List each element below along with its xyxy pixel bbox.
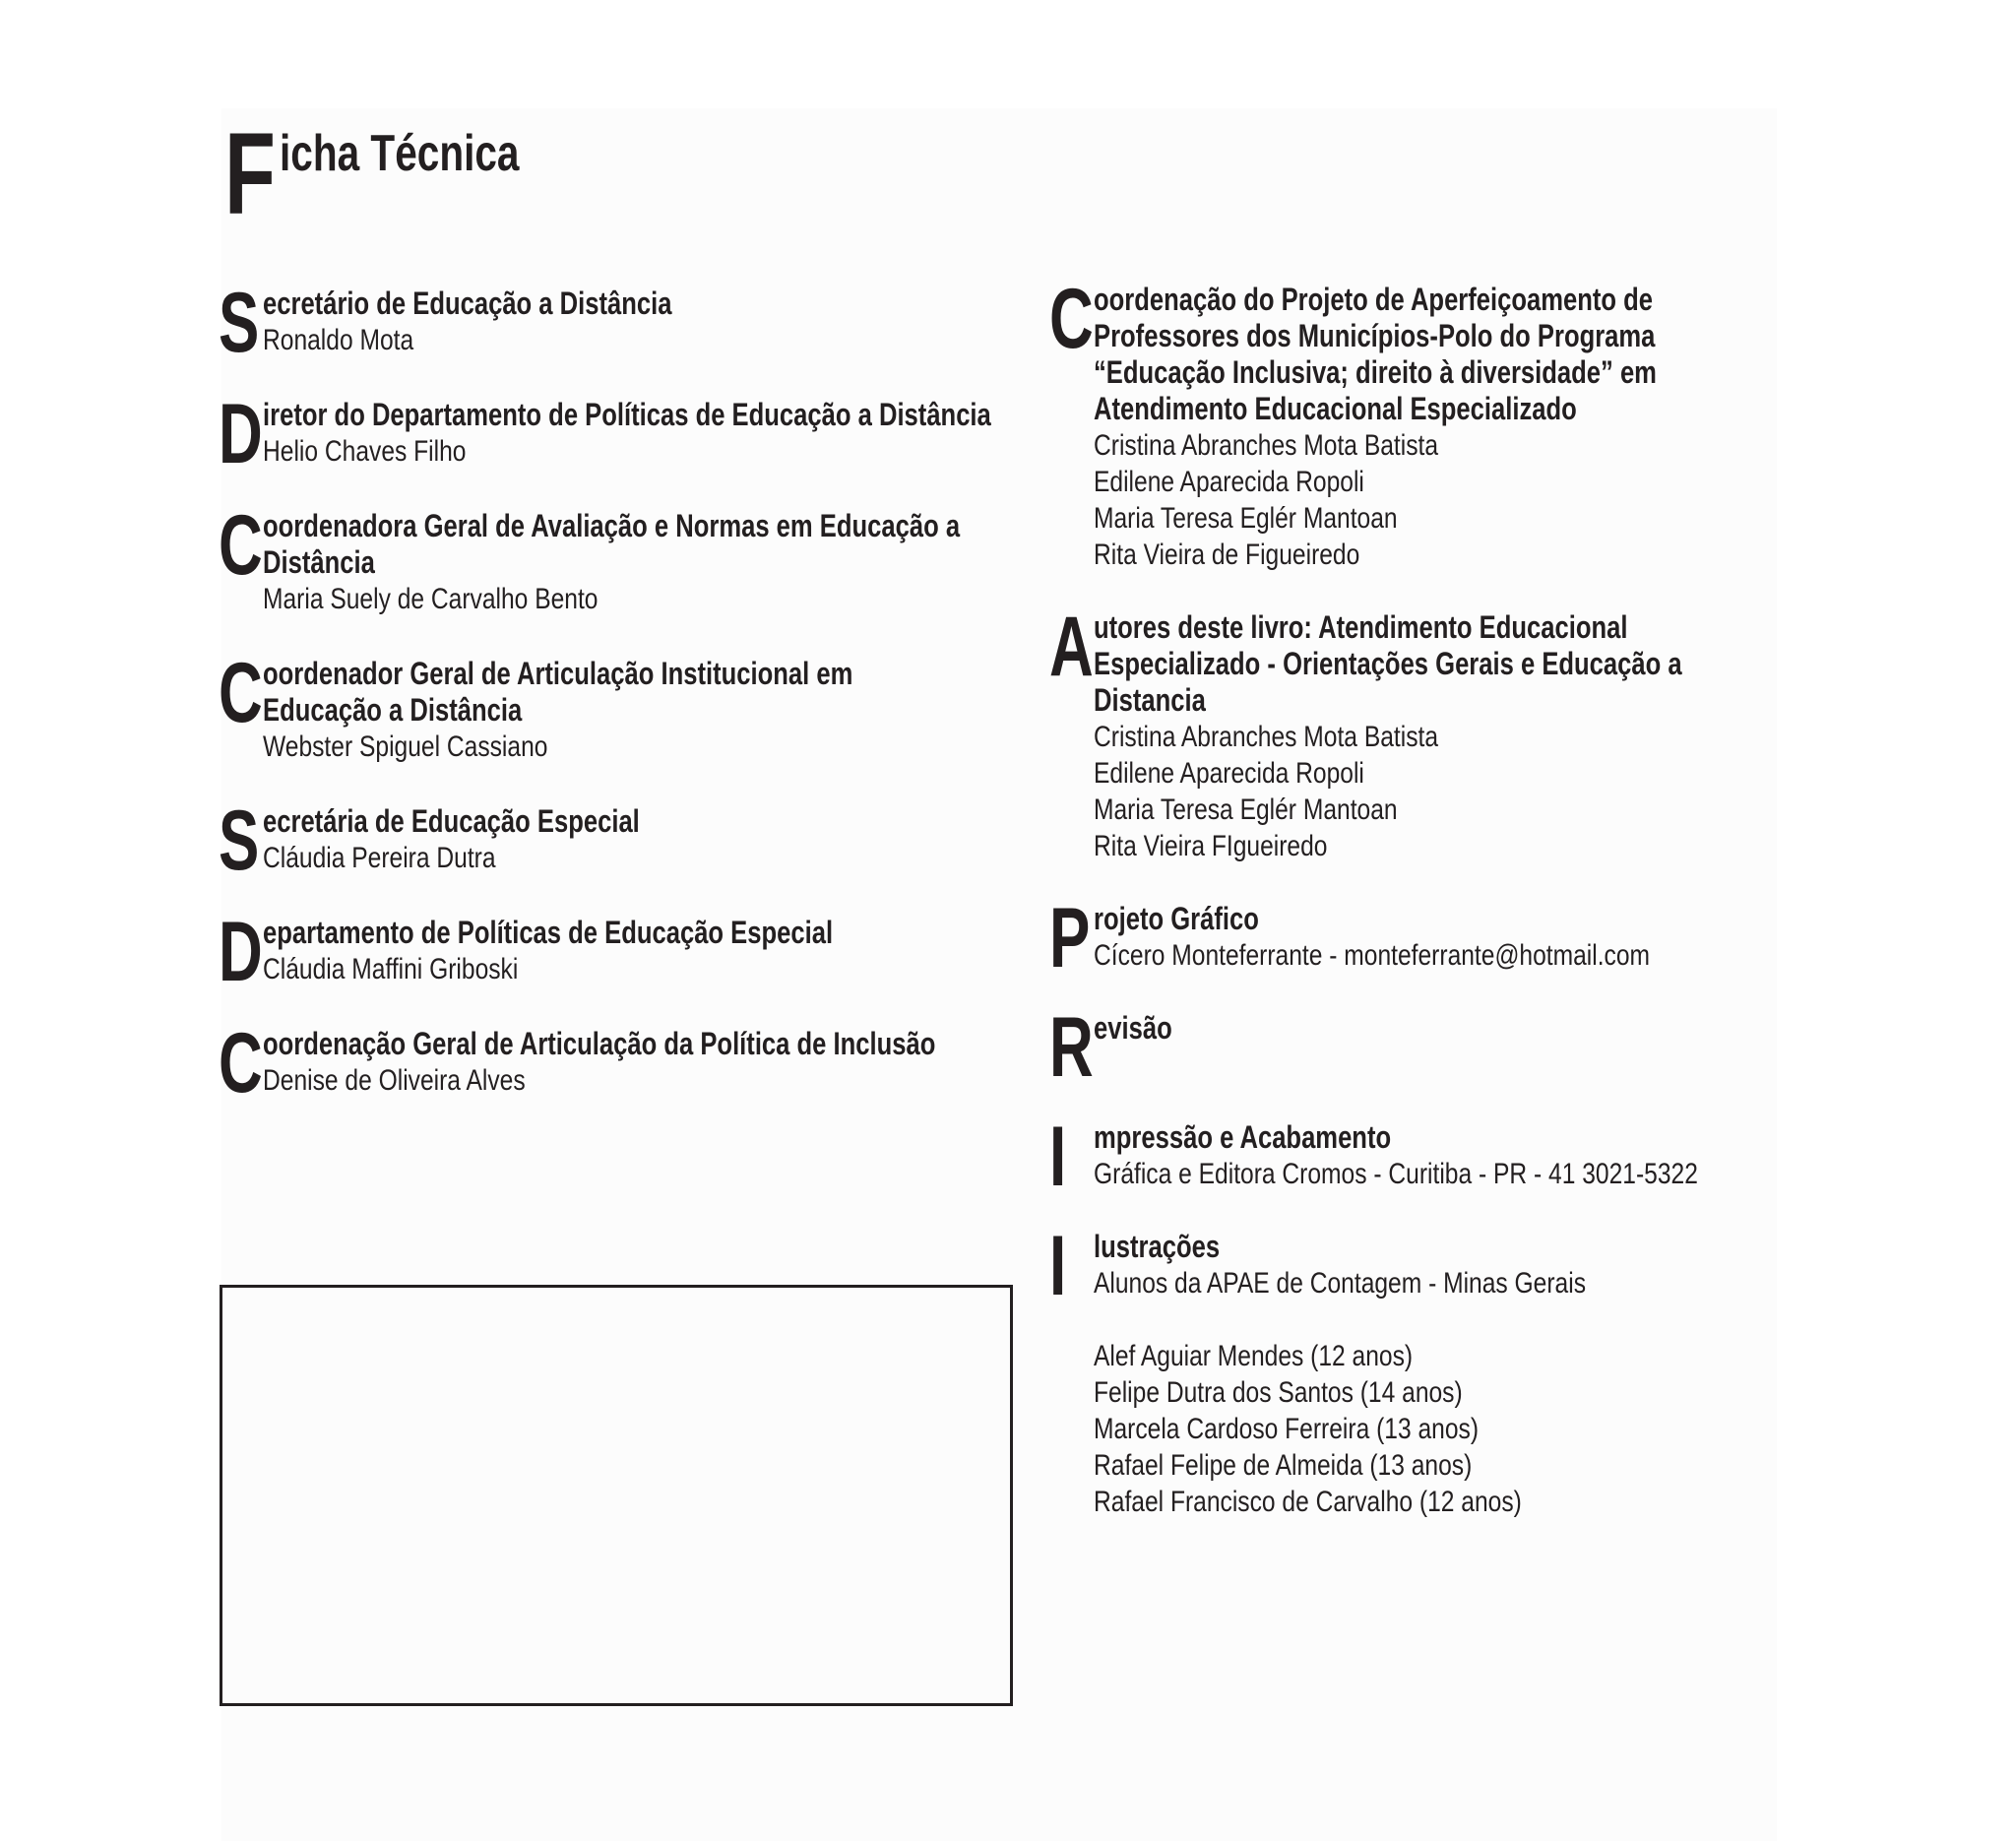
section-heading-cont: “Educação Inclusiva; direito à diversidade” em [1094, 354, 1657, 390]
section-heading: oordenação Geral de Articulação da Política de Inclusão [263, 1026, 936, 1061]
illustrator-name: Rafael Felipe de Almeida (13 anos) [1094, 1449, 1473, 1482]
section-heading-cont: Atendimento Educacional Especializado [1094, 391, 1577, 426]
person-name: Cristina Abranches Mota Batista [1094, 429, 1439, 462]
person-name: Cláudia Maffini Griboski [263, 953, 519, 985]
section-initial: P [1049, 891, 1091, 985]
credit-line: Alunos da APAE de Contagem - Minas Gerais [1094, 1267, 1587, 1300]
section-heading-cont: Especializado - Orientações Gerais e Educação a [1094, 646, 1682, 681]
person-name: Maria Teresa Eglér Mantoan [1094, 794, 1398, 826]
section-heading: ecretário de Educação a Distância [263, 286, 672, 321]
section-initial: C [219, 646, 263, 740]
section-initial: C [1049, 272, 1094, 366]
section-heading: evisão [1094, 1010, 1172, 1046]
title-initial: F [224, 109, 276, 239]
section-initial: C [219, 1016, 263, 1111]
illustrator-name: Rafael Francisco de Carvalho (12 anos) [1094, 1486, 1522, 1518]
person-name: Denise de Oliveira Alves [263, 1064, 526, 1097]
section-coordenadora-avaliacao [219, 498, 1006, 617]
section-secretaria-especial [219, 794, 1006, 888]
section-initial: R [1049, 1000, 1094, 1095]
person-name: Ronaldo Mota [263, 324, 414, 356]
person-name: Rita Vieira de Figueiredo [1094, 539, 1360, 571]
section-diretor-departamento [219, 387, 1006, 481]
page-title [224, 109, 520, 239]
illustrator-name: Marcela Cardoso Ferreira (13 anos) [1094, 1413, 1480, 1445]
section-initial: C [219, 498, 263, 593]
credit-line: Gráfica e Editora Cromos - Curitiba - PR - 41 3021-5322 [1094, 1158, 1698, 1190]
section-heading-cont: Educação a Distância [263, 692, 523, 728]
section-heading: mpressão e Acabamento [1094, 1119, 1392, 1155]
section-coordenacao-inclusao [219, 1016, 1006, 1111]
section-initial: A [1049, 600, 1094, 694]
section-heading: epartamento de Políticas de Educação Especial [263, 915, 834, 950]
section-initial: S [219, 276, 260, 370]
section-coordenador-articulacao [219, 646, 1006, 765]
section-revisao [1049, 1000, 1797, 1095]
section-initial: D [219, 905, 263, 999]
person-name: Helio Chaves Filho [263, 435, 467, 468]
illustrator-name: Felipe Dutra dos Santos (14 anos) [1094, 1376, 1463, 1409]
right-column [1049, 272, 1797, 1520]
credit-line: Cícero Monteferrante - monteferrante@hotmail.com [1094, 939, 1651, 972]
section-secretario-ead [219, 276, 1006, 370]
section-heading: ecretária de Educação Especial [263, 803, 640, 839]
section-heading: oordenador Geral de Articulação Institucional em [263, 656, 853, 691]
section-heading: oordenação do Projeto de Aperfeiçoamento de [1094, 282, 1654, 317]
section-heading: rojeto Gráfico [1094, 901, 1259, 936]
person-name: Webster Spiguel Cassiano [263, 730, 548, 763]
person-name: Rita Vieira FIgueiredo [1094, 830, 1328, 862]
section-initial: I [1049, 1110, 1067, 1204]
section-autores [1049, 600, 1797, 864]
section-heading: utores deste livro: Atendimento Educacional [1094, 609, 1628, 645]
section-heading: lustrações [1094, 1229, 1221, 1264]
section-ilustracoes [1049, 1219, 1797, 1520]
spacer [1094, 1301, 1797, 1338]
illustrator-name: Alef Aguiar Mendes (12 anos) [1094, 1340, 1414, 1372]
section-heading: oordenadora Geral de Avaliação e Normas em Educação a [263, 508, 961, 543]
section-heading: iretor do Departamento de Políticas de Educação a Distância [263, 397, 991, 432]
person-name: Cláudia Pereira Dutra [263, 842, 496, 874]
section-initial: S [219, 794, 260, 888]
empty-frame-box [220, 1285, 1013, 1706]
section-initial: I [1049, 1219, 1067, 1313]
left-column [219, 276, 1006, 1137]
title-text: icha Técnica [280, 125, 520, 182]
section-heading-cont: Distancia [1094, 682, 1206, 718]
section-coordenacao-projeto [1049, 272, 1797, 573]
section-heading-cont: Distância [263, 544, 375, 580]
section-heading-cont: Professores dos Municípios-Polo do Programa [1094, 318, 1656, 353]
section-projeto-grafico [1049, 891, 1797, 985]
person-name: Cristina Abranches Mota Batista [1094, 721, 1439, 753]
section-impressao [1049, 1110, 1797, 1204]
person-name: Edilene Aparecida Ropoli [1094, 757, 1364, 790]
person-name: Maria Teresa Eglér Mantoan [1094, 502, 1398, 535]
section-initial: D [219, 387, 263, 481]
section-departamento-especial [219, 905, 1006, 999]
person-name: Maria Suely de Carvalho Bento [263, 583, 598, 615]
person-name: Edilene Aparecida Ropoli [1094, 466, 1364, 498]
